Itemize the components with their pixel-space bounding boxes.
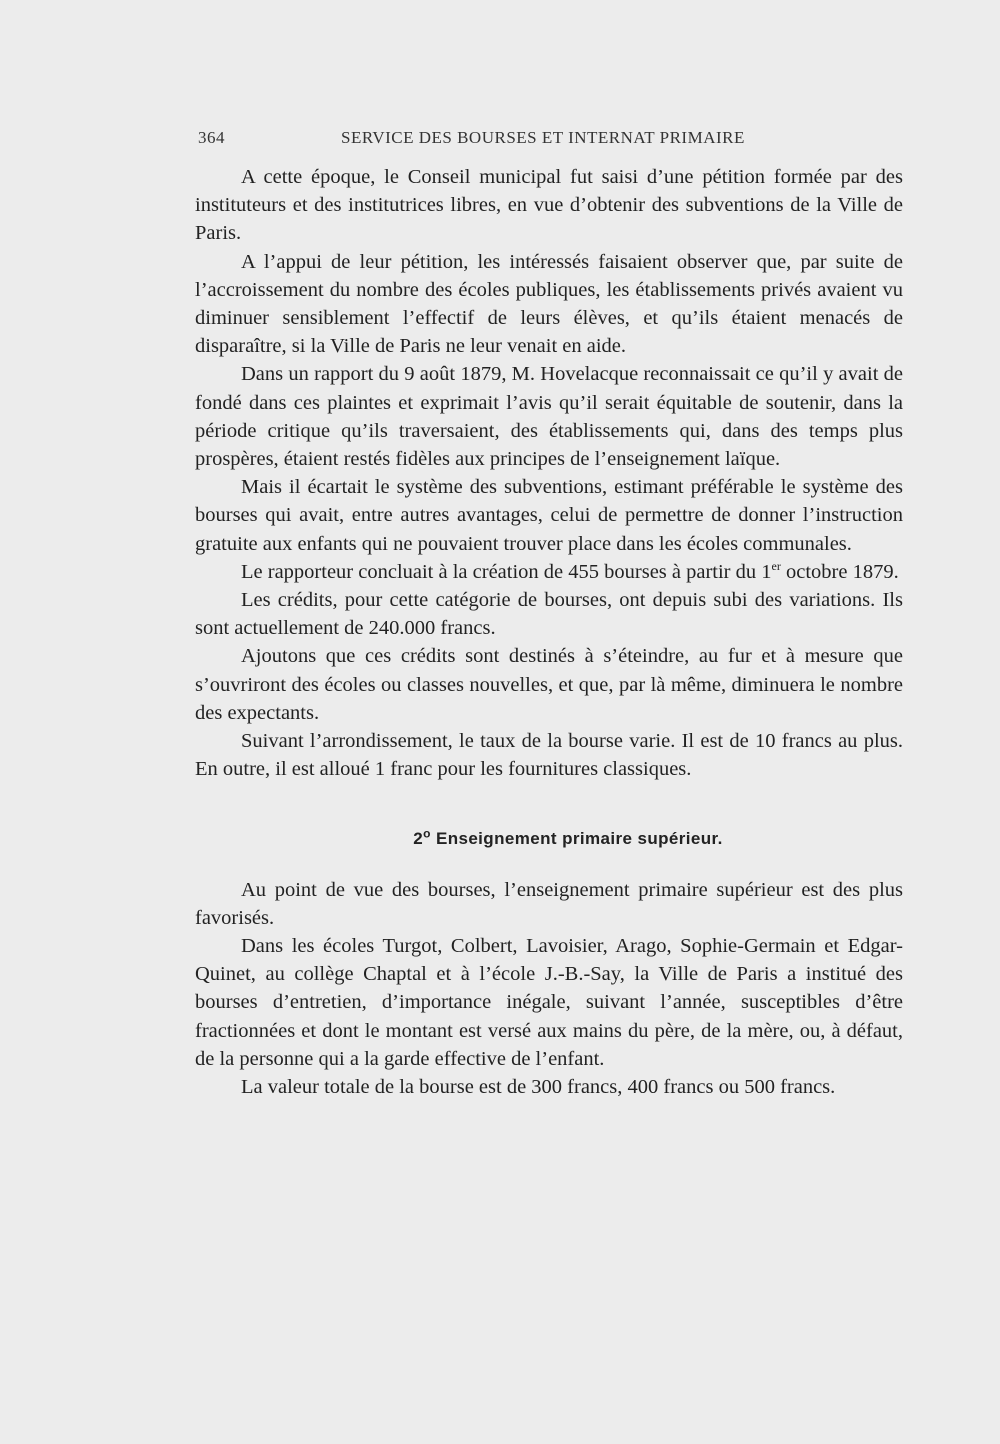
running-header <box>198 128 898 154</box>
section-number-superscript: o <box>423 826 431 841</box>
paragraph-6: Les crédits, pour cette catégorie de bourses, ont depuis subi des variations. Ils sont actuellement de 240.000 francs. <box>195 589 903 640</box>
ordinal-superscript: er <box>771 559 781 574</box>
paragraph-9: Au point de vue des bourses, l’enseignement primaire supérieur est des plus favorisés. <box>195 878 903 929</box>
paragraph-11: La valeur totale de la bourse est de 300 francs, 400 francs ou 500 francs. <box>241 1076 836 1099</box>
header-title: SERVICE DES BOURSES ET INTERNAT PRIMAIRE <box>341 128 745 147</box>
section-number: 2 <box>413 829 424 849</box>
paragraph-5-date: octobre 1879. <box>780 560 899 583</box>
section-heading <box>195 825 903 853</box>
paragraph-10: Dans les écoles Turgot, Colbert, Lavoisier, Arago, Sophie-Germain et Edgar-Quinet, au collège Chaptal et à l’école J.-B.-Say, la Ville de Paris a institué des bourses d’entretien, d’importance inégale, suivant l’année, susceptibles d’être fractionnées et dont le montant est versé aux mains du père, de la mère, ou, à défaut, de la personne qui a la garde effective de l’enfant. <box>195 935 903 1070</box>
paragraph-4: Mais il écartait le système des subventions, estimant préférable le système des bourses qui avait, entre autres avantages, celui de permettre de donner l’instruction gratuite aux enfants qui ne pouvaient trouver place dans les écoles communales. <box>195 476 903 555</box>
page-number: 364 <box>198 128 225 147</box>
paragraph-5-text: Le rapporteur concluait à la création de 455 bourses à partir du 1 <box>241 560 772 583</box>
paragraph-1: A cette époque, le Conseil municipal fut saisi d’une pétition formée par des instituteurs et des institutrices libres, en vue d’obtenir des subventions de la Ville de Paris. <box>195 166 903 245</box>
paragraph-3: Dans un rapport du 9 août 1879, M. Hovelacque reconnaissait ce qu’il y avait de fondé dans ces plaintes et exprimait l’avis qu’il serait équitable de soutenir, dans la période critique qu’ils traversaient, des établissements qui, dans des temps plus prospères, étaient restés fidèles aux principes de l’enseignement laïque. <box>195 363 903 471</box>
section-title: Enseignement primaire supérieur. <box>430 829 723 849</box>
paragraph-5 <box>195 558 903 586</box>
paragraph-2: A l’appui de leur pétition, les intéressés faisaient observer que, par suite de l’accroissement du nombre des écoles publiques, les établissements privés avaient vu diminuer sensiblement l’effectif de leurs élèves, et qu’ils étaient menacés de disparaître, si la Ville de Paris ne leur venait en aide. <box>195 250 903 358</box>
body-text <box>195 163 903 1101</box>
paragraph-7: Ajoutons que ces crédits sont destinés à s’éteindre, au fur et à mesure que s’ouvriront des écoles ou classes nouvelles, et que, par là même, diminuera le nombre des expectants. <box>195 645 903 724</box>
paragraph-8: Suivant l’arrondissement, le taux de la bourse varie. Il est de 10 francs au plus. En outre, il est alloué 1 franc pour les fournitures classiques. <box>195 730 903 781</box>
